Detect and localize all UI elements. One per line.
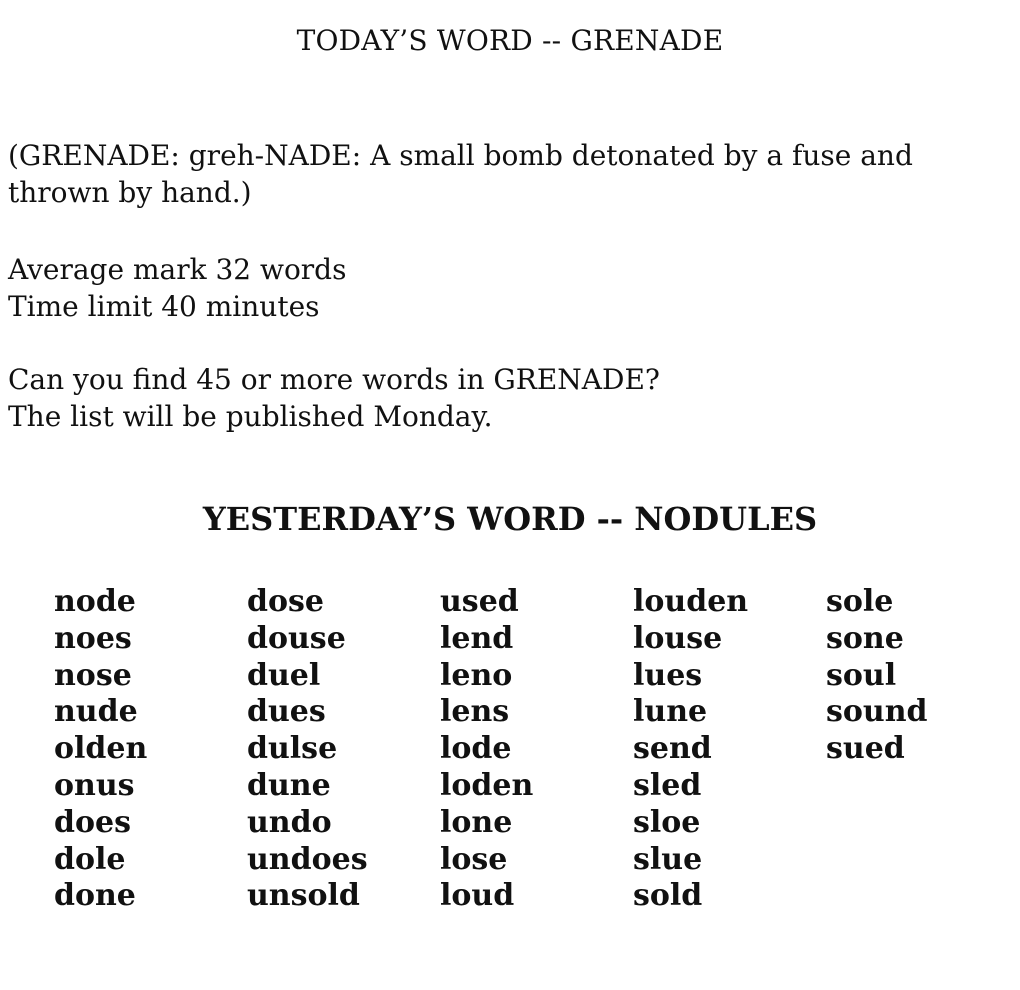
average-mark: Average mark 32 words <box>8 253 347 286</box>
list-item: louden <box>633 584 749 619</box>
list-item: dues <box>247 694 326 730</box>
list-item: lend <box>440 620 514 656</box>
list-item: loden <box>440 767 534 803</box>
list-item: dose <box>247 584 324 619</box>
list-item: sole <box>826 584 894 619</box>
list-item: undo <box>247 804 332 840</box>
word-definition: (GRENADE: greh-NADE: A small bomb detonated by a fuse and thrown by hand.) <box>8 139 913 209</box>
list-item: noes <box>54 620 132 656</box>
list-item: lues <box>633 657 703 693</box>
word-column <box>440 584 633 915</box>
list-item: done <box>54 878 136 914</box>
list-item: send <box>633 731 712 767</box>
list-item: sloe <box>633 804 701 840</box>
challenge-text <box>8 361 660 435</box>
list-item: lode <box>440 731 512 767</box>
challenge-question: Can you find 45 or more words in GRENADE? <box>8 363 660 396</box>
list-item: nude <box>54 694 138 730</box>
list-item: sound <box>826 694 928 730</box>
word-column <box>54 584 247 915</box>
list-item: lens <box>440 694 510 730</box>
todays-word-heading: TODAY’S WORD -- GRENADE <box>296 24 724 57</box>
list-item: slue <box>633 841 703 877</box>
list-item: unsold <box>247 878 360 914</box>
list-item: louse <box>633 620 723 656</box>
list-item: node <box>54 584 136 619</box>
word-list <box>54 584 1019 915</box>
list-item: sone <box>826 620 904 656</box>
list-item: used <box>440 584 519 619</box>
list-item: duel <box>247 657 321 693</box>
list-item: sued <box>826 731 905 767</box>
list-item: lune <box>633 694 708 730</box>
puzzle-stats <box>8 251 346 325</box>
list-item: loud <box>440 878 515 914</box>
list-item: dulse <box>247 731 338 767</box>
list-item: does <box>54 804 131 840</box>
list-item: sled <box>633 767 702 803</box>
list-item: sold <box>633 878 703 914</box>
word-column <box>247 584 440 915</box>
time-limit: Time limit 40 minutes <box>8 290 320 323</box>
yesterdays-word-heading: YESTERDAY’S WORD -- NODULES <box>202 500 818 538</box>
list-item: leno <box>440 657 513 693</box>
list-item: lone <box>440 804 513 840</box>
list-item: olden <box>54 731 148 767</box>
list-item: soul <box>826 657 897 693</box>
list-item: undoes <box>247 841 368 877</box>
list-item: lose <box>440 841 508 877</box>
word-column <box>633 584 826 915</box>
list-item: onus <box>54 767 135 803</box>
publish-note: The list will be published Monday. <box>8 400 493 433</box>
list-item: dole <box>54 841 126 877</box>
word-column <box>826 584 1019 915</box>
list-item: nose <box>54 657 132 693</box>
list-item: dune <box>247 767 331 803</box>
list-item: douse <box>247 620 346 656</box>
